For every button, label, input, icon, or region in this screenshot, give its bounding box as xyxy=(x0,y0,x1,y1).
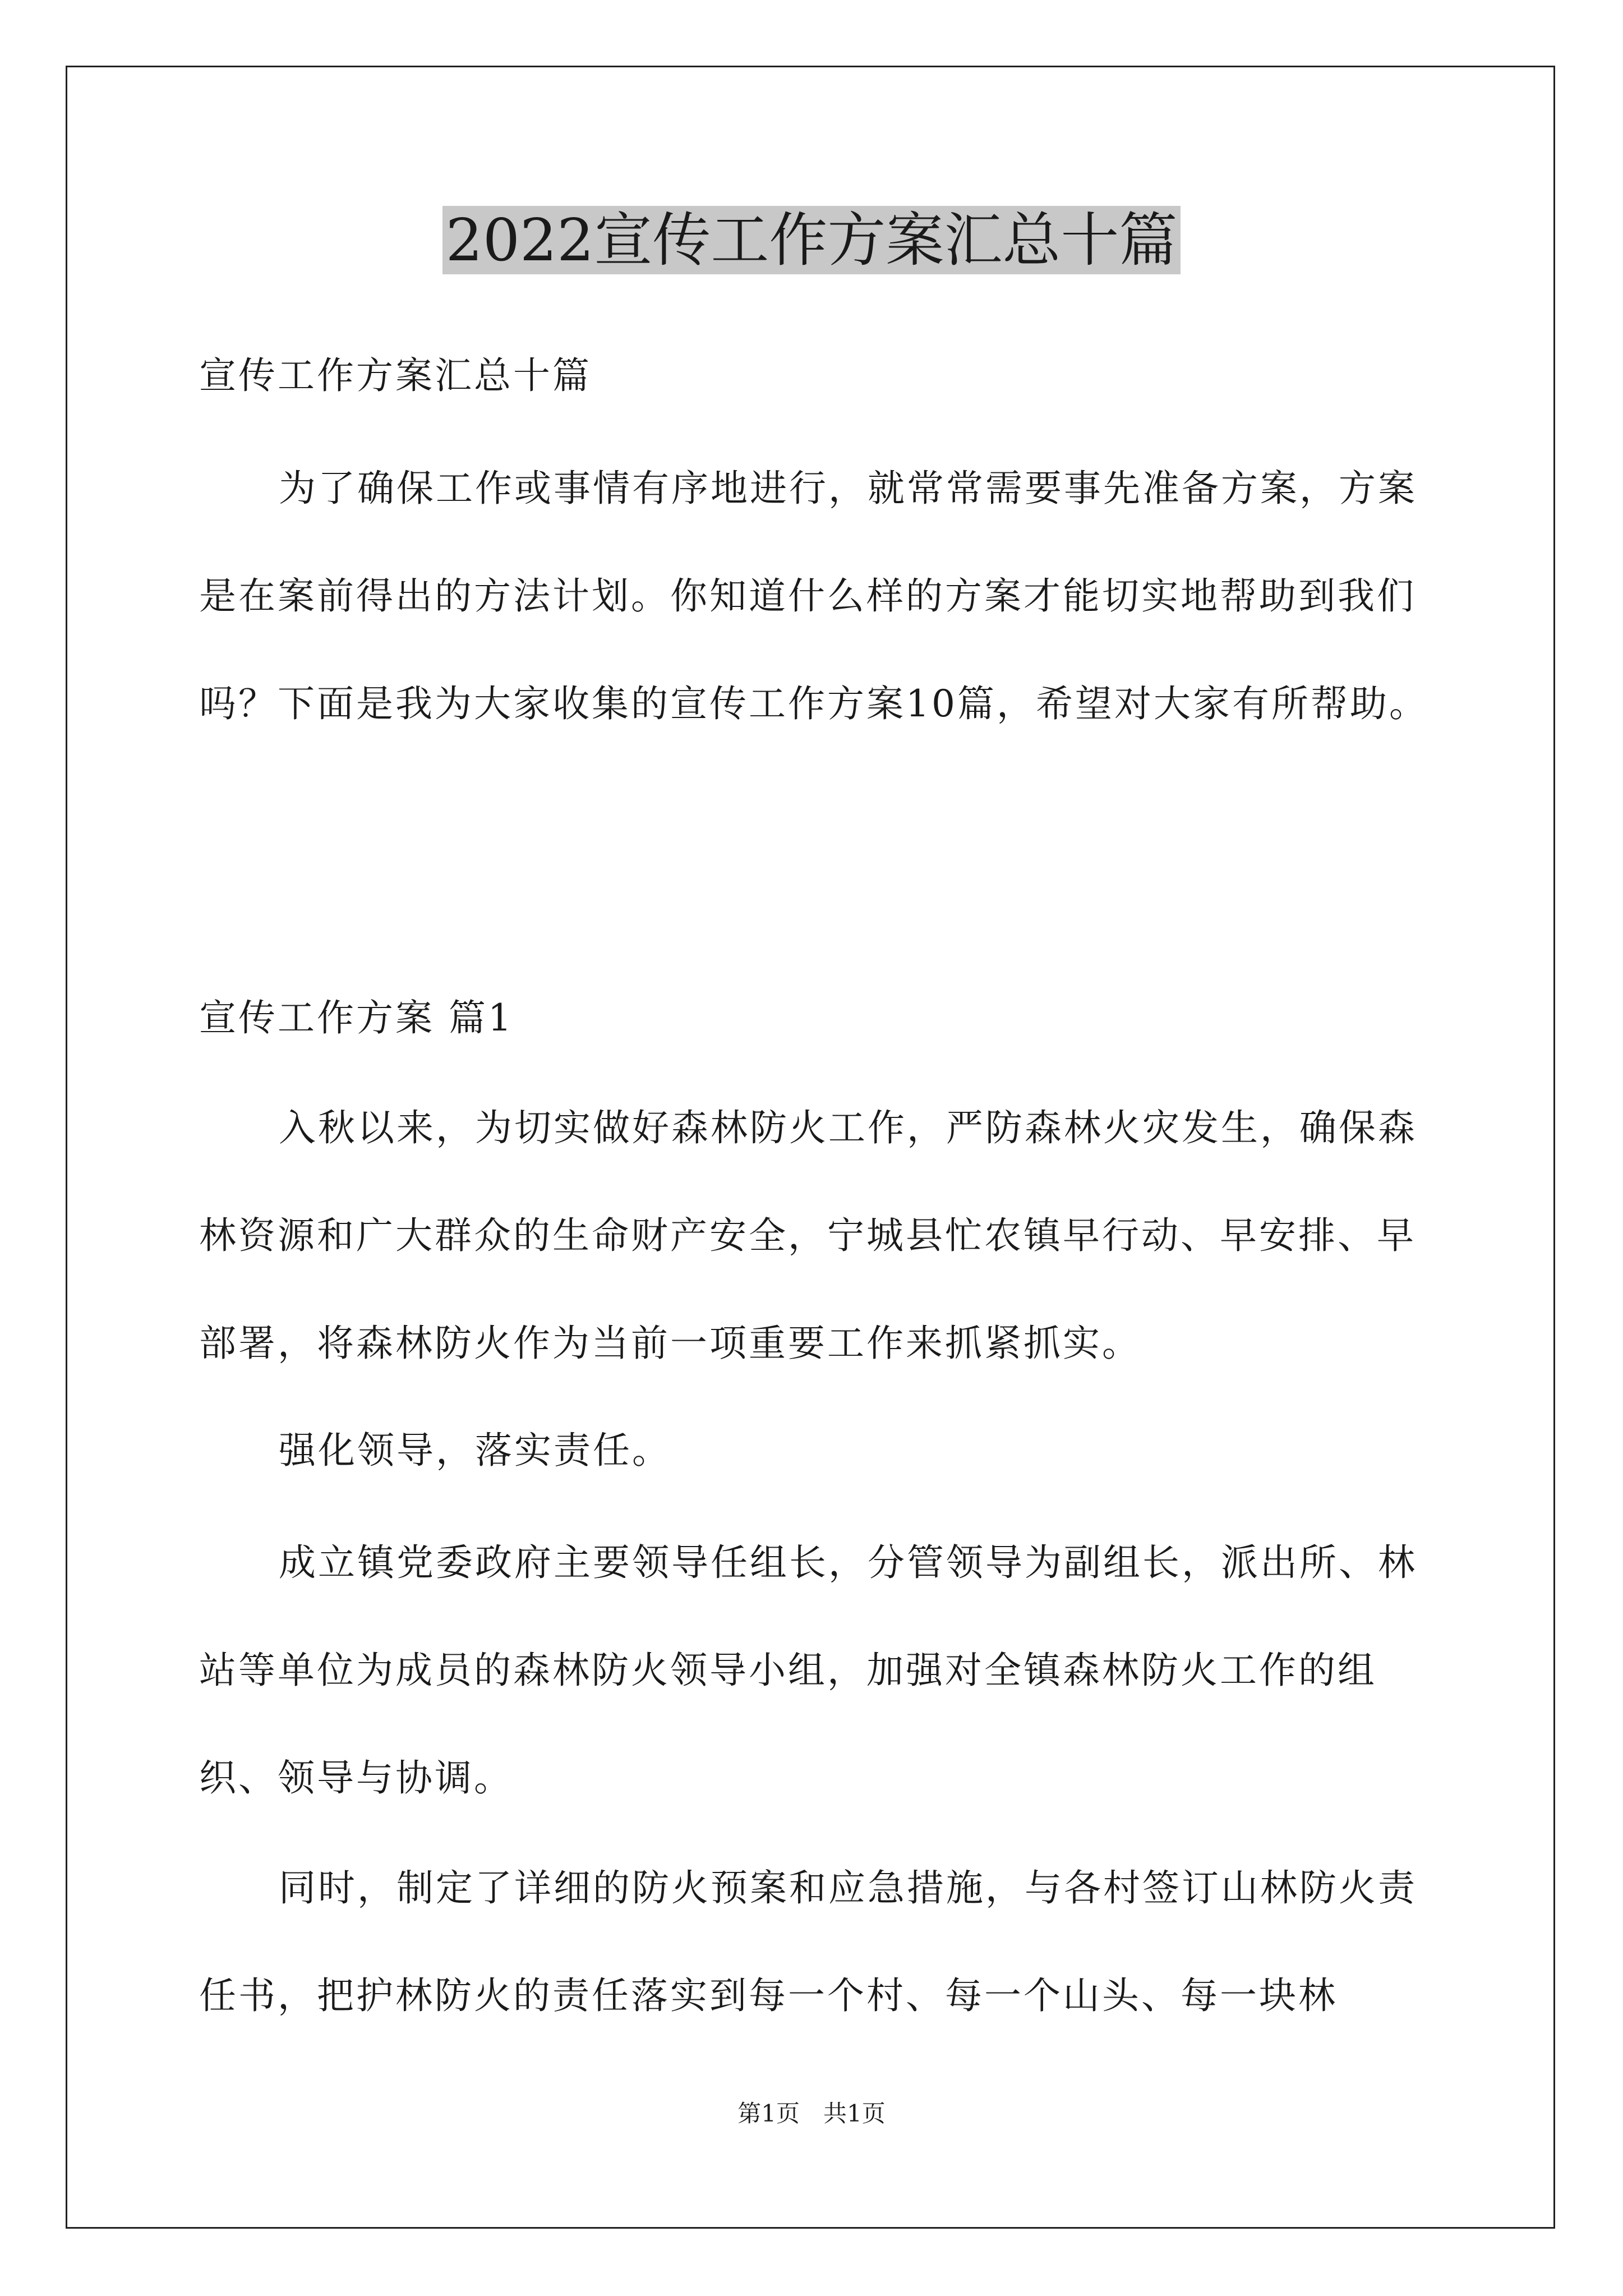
body-paragraph: 成立镇党委政府主要领导任组长，分管领导为副组长，派出所、林站等单位为成员的森林防火领导小组，加强对全镇森林防火工作的组织、领导与协调。 xyxy=(199,1541,1417,1800)
document-title xyxy=(0,202,1623,278)
document-subtitle: 宣传工作方案汇总十篇 xyxy=(199,354,592,397)
intro-paragraph: 为了确保工作或事情有序地进行，就常常需要事先准备方案，方案是在案前得出的方法计划。你知道什么样的方案才能切实地帮助到我们吗？下面是我为大家收集的宣传工作方案10篇，希望对大家有所帮助。 xyxy=(199,467,1428,725)
body-paragraph: 同时，制定了详细的防火预案和应急措施，与各村签订山林防火责任书，把护林防火的责任落实到每一个村、每一个山头、每一块林 xyxy=(199,1866,1417,2017)
body-paragraph: 入秋以来，为切实做好森林防火工作，严防森林火灾发生，确保森林资源和广大群众的生命财产安全，宁城县忙农镇早行动、早安排、早部署，将森林防火作为当前一项重要工作来抓紧抓实。 xyxy=(199,1106,1417,1365)
body-paragraph: 强化领导，落实责任。 xyxy=(279,1429,671,1472)
page-footer: 第1页 共1页 xyxy=(737,2100,886,2127)
section-heading: 宣传工作方案 篇1 xyxy=(199,996,514,1039)
document-title-text: 2022宣传工作方案汇总十篇 xyxy=(442,206,1181,274)
